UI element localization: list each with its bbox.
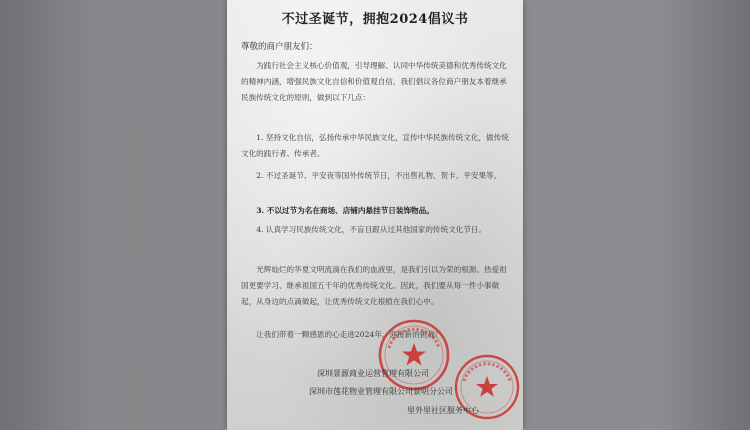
greeting: 尊敬的商户朋友们： [241,42,318,52]
company-seal-icon [377,318,451,392]
signature-line: 深圳景源商业运营管理有限公司 [317,369,429,378]
list-item: 1. 坚持文化自信，弘扬传承中华民族文化，宣传中华民族传统文化，做传统文化的践行者、传承者。 [241,133,509,158]
list-item: 2. 不过圣诞节、平安夜等国外传统节日，不出售礼物、贺卡、平安果等。 [256,171,502,180]
list-item: 4. 认真学习民族传统文化，不盲目跟从过其他国家的传统文化节日。 [256,225,487,234]
proposal-document [227,0,523,430]
closing-line: 让我们带着一颗感恩的心走进2024年，迎接新的挑战！ [256,330,443,339]
list-item: 3. 不以过节为名在商场、店铺内悬挂节日装饰物品。 [256,206,434,215]
document-title: 不过圣诞节，拥抱2024倡议书 [281,12,469,27]
intro-paragraph: 为践行社会主义核心价值观，引导理解、认同中华传统美德和优秀传统文化的精神内涵，增强民族文化自信和价值观自信，我们倡议各位商户朋友本着继承民族传统文化的原则，做到以下几点： [241,61,507,102]
body-paragraph: 光辉灿烂的华夏文明流淌在我们的血液里，是我们引以为荣的根源。热爱祖国更要学习、继承祖国五千年的优秀传统文化。因此，我们要从每一件小事做起，从身边的点滴做起，让优秀传统文化根植在我们心中。 [241,265,507,306]
signature-line: 里外里社区服务中心 [407,406,479,415]
signature-line: 深圳市莲花物业管理有限公司景明分公司 [309,387,453,396]
